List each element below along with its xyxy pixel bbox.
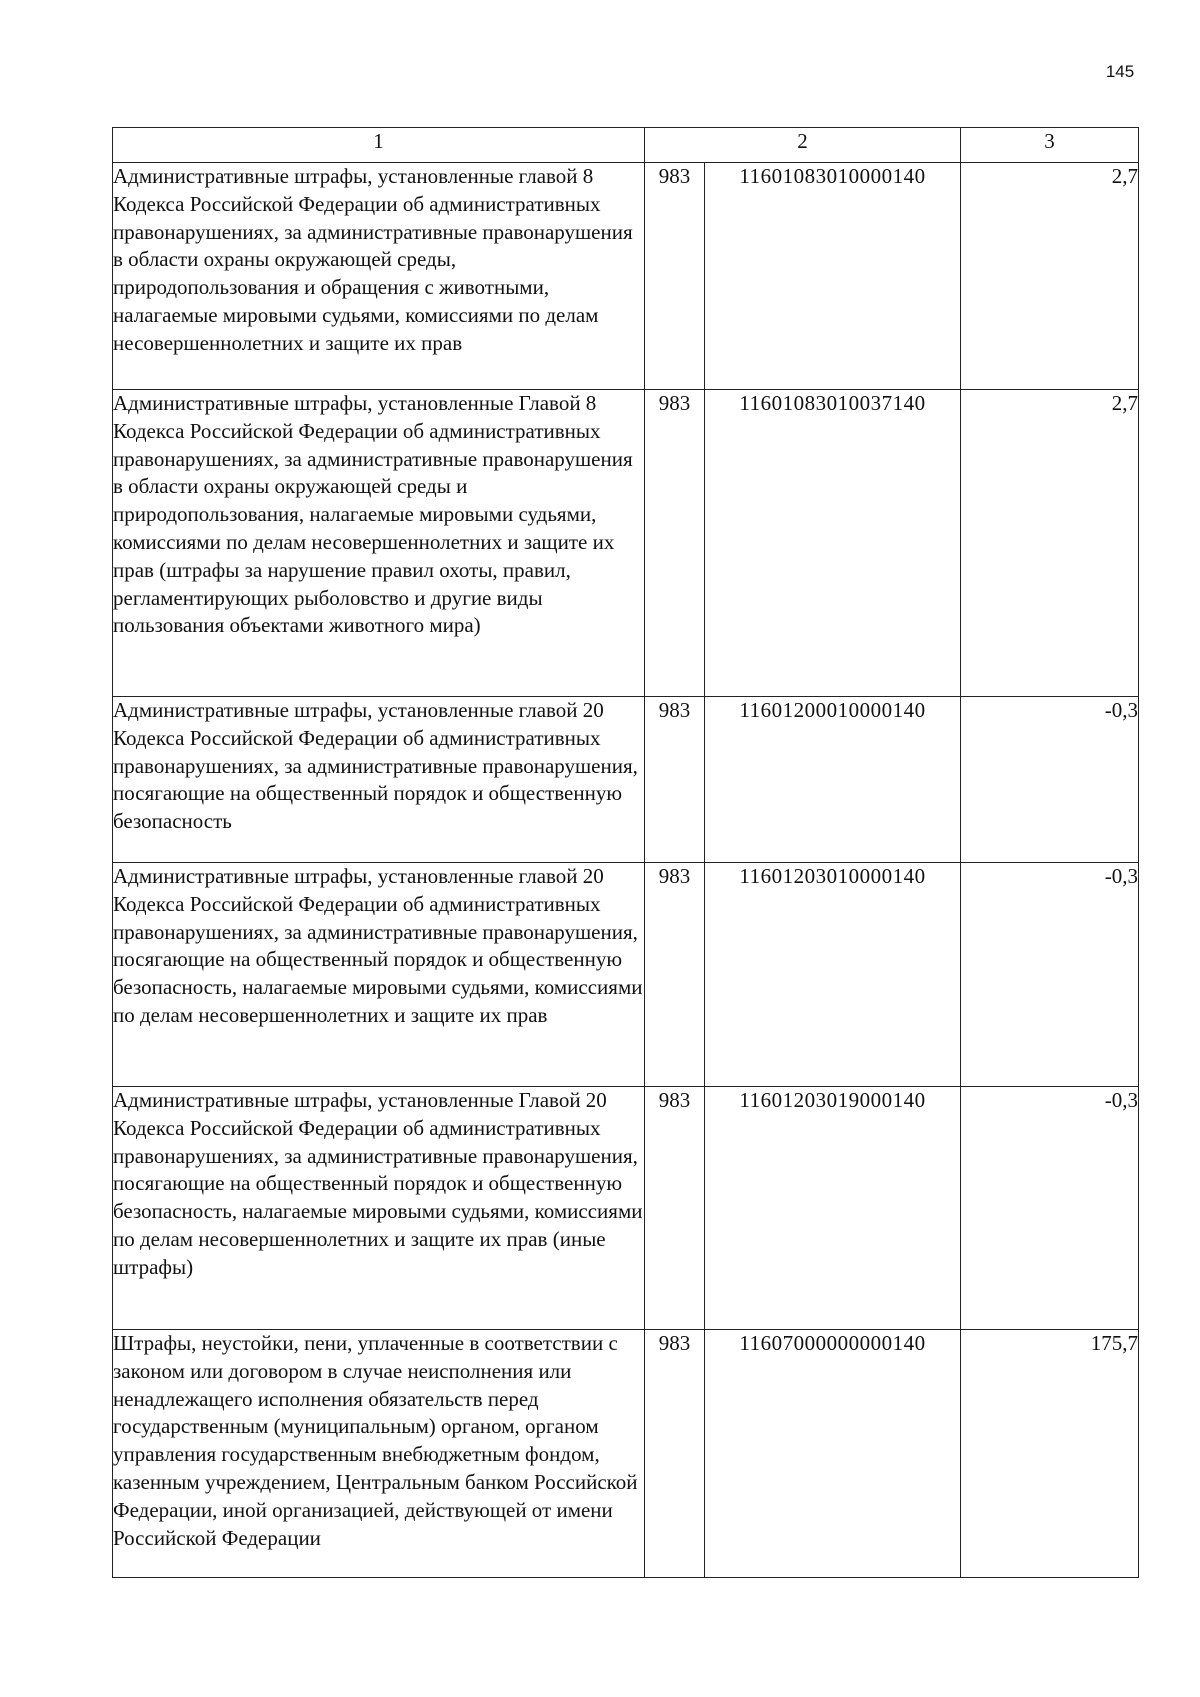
row-description: Штрафы, неустойки, пени, уплаченные в соответствии с законом или договором в случае неисполнения или ненадлежащего исполнения обязательств перед государственным (муниципальным) органом, органом управления государственным внебюджетным фондом, казенным учреждением, Центральным банком Российской Федерации, иной организацией, действующей от имени Российской Федерации [113,1330,645,1578]
row-budget-code: 11601083010000140 [705,163,961,390]
table-row [113,163,1139,390]
page-number: 145 [1105,62,1135,81]
row-amount: -0,3 [961,863,1139,1087]
row-admin-code: 983 [645,163,705,390]
column-header-1: 1 [113,128,645,163]
table-row [113,863,1139,1087]
row-amount: 175,7 [961,1330,1139,1578]
row-description: Административные штрафы, установленные главой 8 Кодекса Российской Федерации об административных правонарушениях, за административные правонарушения в области охраны окружающей среды, природопользования и обращения с животными, налагаемые мировыми судьями, комиссиями по делам несовершеннолетних и защите их прав [113,163,645,390]
table-row [113,1087,1139,1330]
table-header-row [113,128,1139,163]
column-header-2: 2 [645,128,961,163]
row-amount: 2,7 [961,163,1139,390]
table-row [113,697,1139,863]
row-admin-code: 983 [645,390,705,697]
row-description: Административные штрафы, установленные Главой 8 Кодекса Российской Федерации об административных правонарушениях, за административные правонарушения в области охраны окружающей среды и природопользования, налагаемые мировыми судьями, комиссиями по делам несовершеннолетних и защите их прав (штрафы за нарушение правил охоты, правил, регламентирующих рыболовство и другие виды пользования объектами животного мира) [113,390,645,697]
table-row [113,390,1139,697]
row-admin-code: 983 [645,863,705,1087]
row-description: Административные штрафы, установленные Главой 20 Кодекса Российской Федерации об административных правонарушениях, за административные правонарушения, посягающие на общественный порядок и общественную безопасность, налагаемые мировыми судьями, комиссиями по делам несовершеннолетних и защите их прав (иные штрафы) [113,1087,645,1330]
row-admin-code: 983 [645,1330,705,1578]
row-budget-code: 11601200010000140 [705,697,961,863]
row-budget-code: 11601203019000140 [705,1087,961,1330]
row-budget-code: 11601083010037140 [705,390,961,697]
row-description: Административные штрафы, установленные главой 20 Кодекса Российской Федерации об административных правонарушениях, за административные правонарушения, посягающие на общественный порядок и общественную безопасность [113,697,645,863]
row-description: Административные штрафы, установленные главой 20 Кодекса Российской Федерации об административных правонарушениях, за административные правонарушения, посягающие на общественный порядок и общественную безопасность, налагаемые мировыми судьями, комиссиями по делам несовершеннолетних и защите их прав [113,863,645,1087]
row-amount: 2,7 [961,390,1139,697]
budget-revenue-table [112,127,1139,1578]
row-budget-code: 11601203010000140 [705,863,961,1087]
column-header-3: 3 [961,128,1139,163]
row-budget-code: 11607000000000140 [705,1330,961,1578]
row-admin-code: 983 [645,1087,705,1330]
row-amount: -0,3 [961,1087,1139,1330]
row-admin-code: 983 [645,697,705,863]
table-row [113,1330,1139,1578]
row-amount: -0,3 [961,697,1139,863]
